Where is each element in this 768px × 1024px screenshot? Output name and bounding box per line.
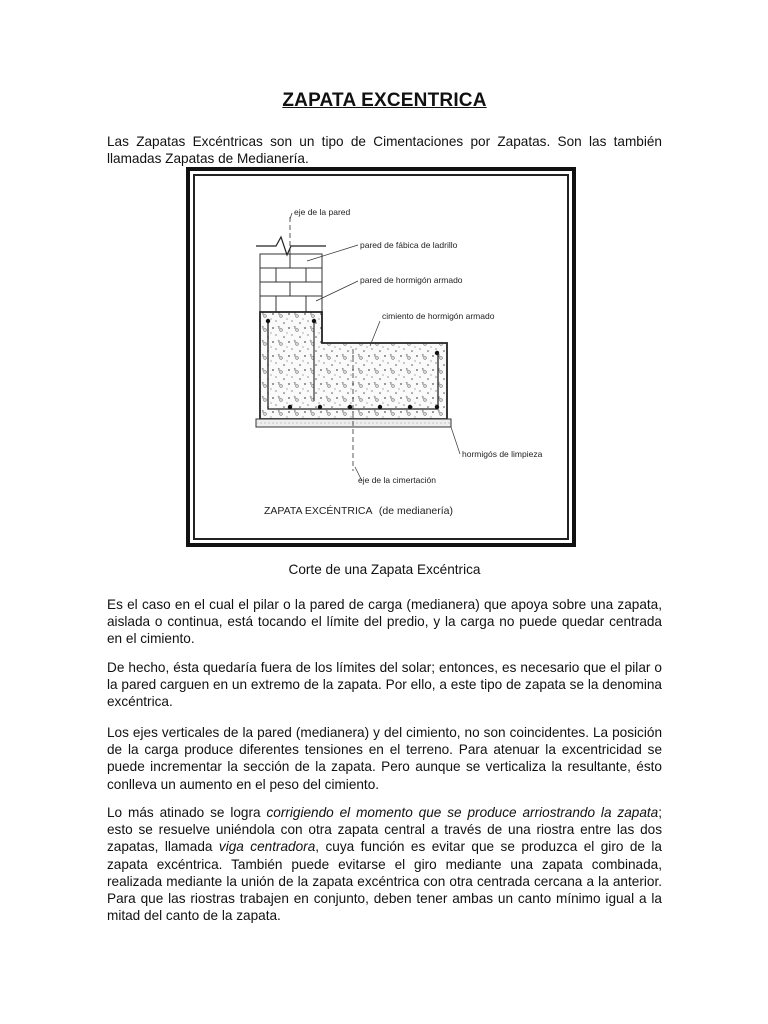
document-title: ZAPATA EXCENTRICA bbox=[282, 90, 487, 111]
intro-paragraph: Las Zapatas Excéntricas son un tipo de Cimentaciones por Zapatas. Son las también llamadas Zapatas de Medianería. bbox=[107, 134, 662, 167]
label-cimiento: cimiento de hormigón armado bbox=[382, 311, 495, 321]
label-pared-hormigon: pared de hormigón armado bbox=[360, 275, 463, 285]
figure-title: ZAPATA EXCÉNTRICA bbox=[264, 505, 372, 517]
p4-text-e: , cuya función es evitar que se produzca el giro de la zapata excéntrica. También puede evitarse el giro mediante una zapata combinada, realizada mediante la unión de la zapata excéntrica con otra centrada cercana a la anterior. Para que las riostras trabajen en conjunto, deben tener ambas un canto mínimo igual a la mitad del canto de la zapata. bbox=[107, 839, 662, 924]
paragraph-1: Es el caso en el cual el pilar o la pared de carga (medianera) que apoya sobre una zapata, aislada o continua, está tocando el límite del predio, y la carga no puede quedar centrada en el cimiento. bbox=[107, 597, 662, 647]
figure-subtitle: (de medianería) bbox=[378, 505, 453, 517]
p4-italic-b: corrigiendo el momento que se produce arriostrando la zapata bbox=[266, 805, 659, 820]
label-eje-cimentacion: eje de la cimertación bbox=[358, 475, 436, 485]
figure-title-line bbox=[264, 504, 453, 517]
paragraph-4 bbox=[107, 804, 662, 924]
p4-text-c: ; esto se resuelve uniéndola con otra zapata central a través de una riostra entre las dos zapatas, llamada bbox=[107, 805, 662, 855]
label-eje-pared: eje de la pared bbox=[294, 207, 351, 217]
footing-diagram bbox=[190, 171, 572, 543]
p4-italic-d: viga centradora bbox=[218, 839, 316, 855]
paragraph-3: Los ejes verticales de la pared (medianera) y del cimiento, no son coincidentes. La posición de la carga produce diferentes tensiones en el terreno. Para atenuar la excentricidad se puede incrementar la sección de la zapata. Pero aunque se verticaliza la resultante, ésto conlleva un aumento en el peso del cimiento. bbox=[107, 725, 662, 792]
p4-text-a: Lo más atinado se logra bbox=[107, 805, 267, 820]
brick-wall bbox=[260, 254, 322, 312]
figure-caption: Corte de una Zapata Excéntrica bbox=[288, 562, 481, 577]
label-pared-fabrica: pared de fábica de ladrillo bbox=[360, 240, 458, 250]
figure-frame bbox=[186, 167, 576, 547]
label-hormigon-limpieza: hormigós de limpieza bbox=[462, 449, 543, 459]
paragraph-2: De hecho, ésta quedaría fuera de los límites del solar; entonces, es necesario que el pilar o la pared carguen en un extremo de la zapata. Por ello, a este tipo de zapata se la denomina excéntrica. bbox=[107, 660, 662, 710]
